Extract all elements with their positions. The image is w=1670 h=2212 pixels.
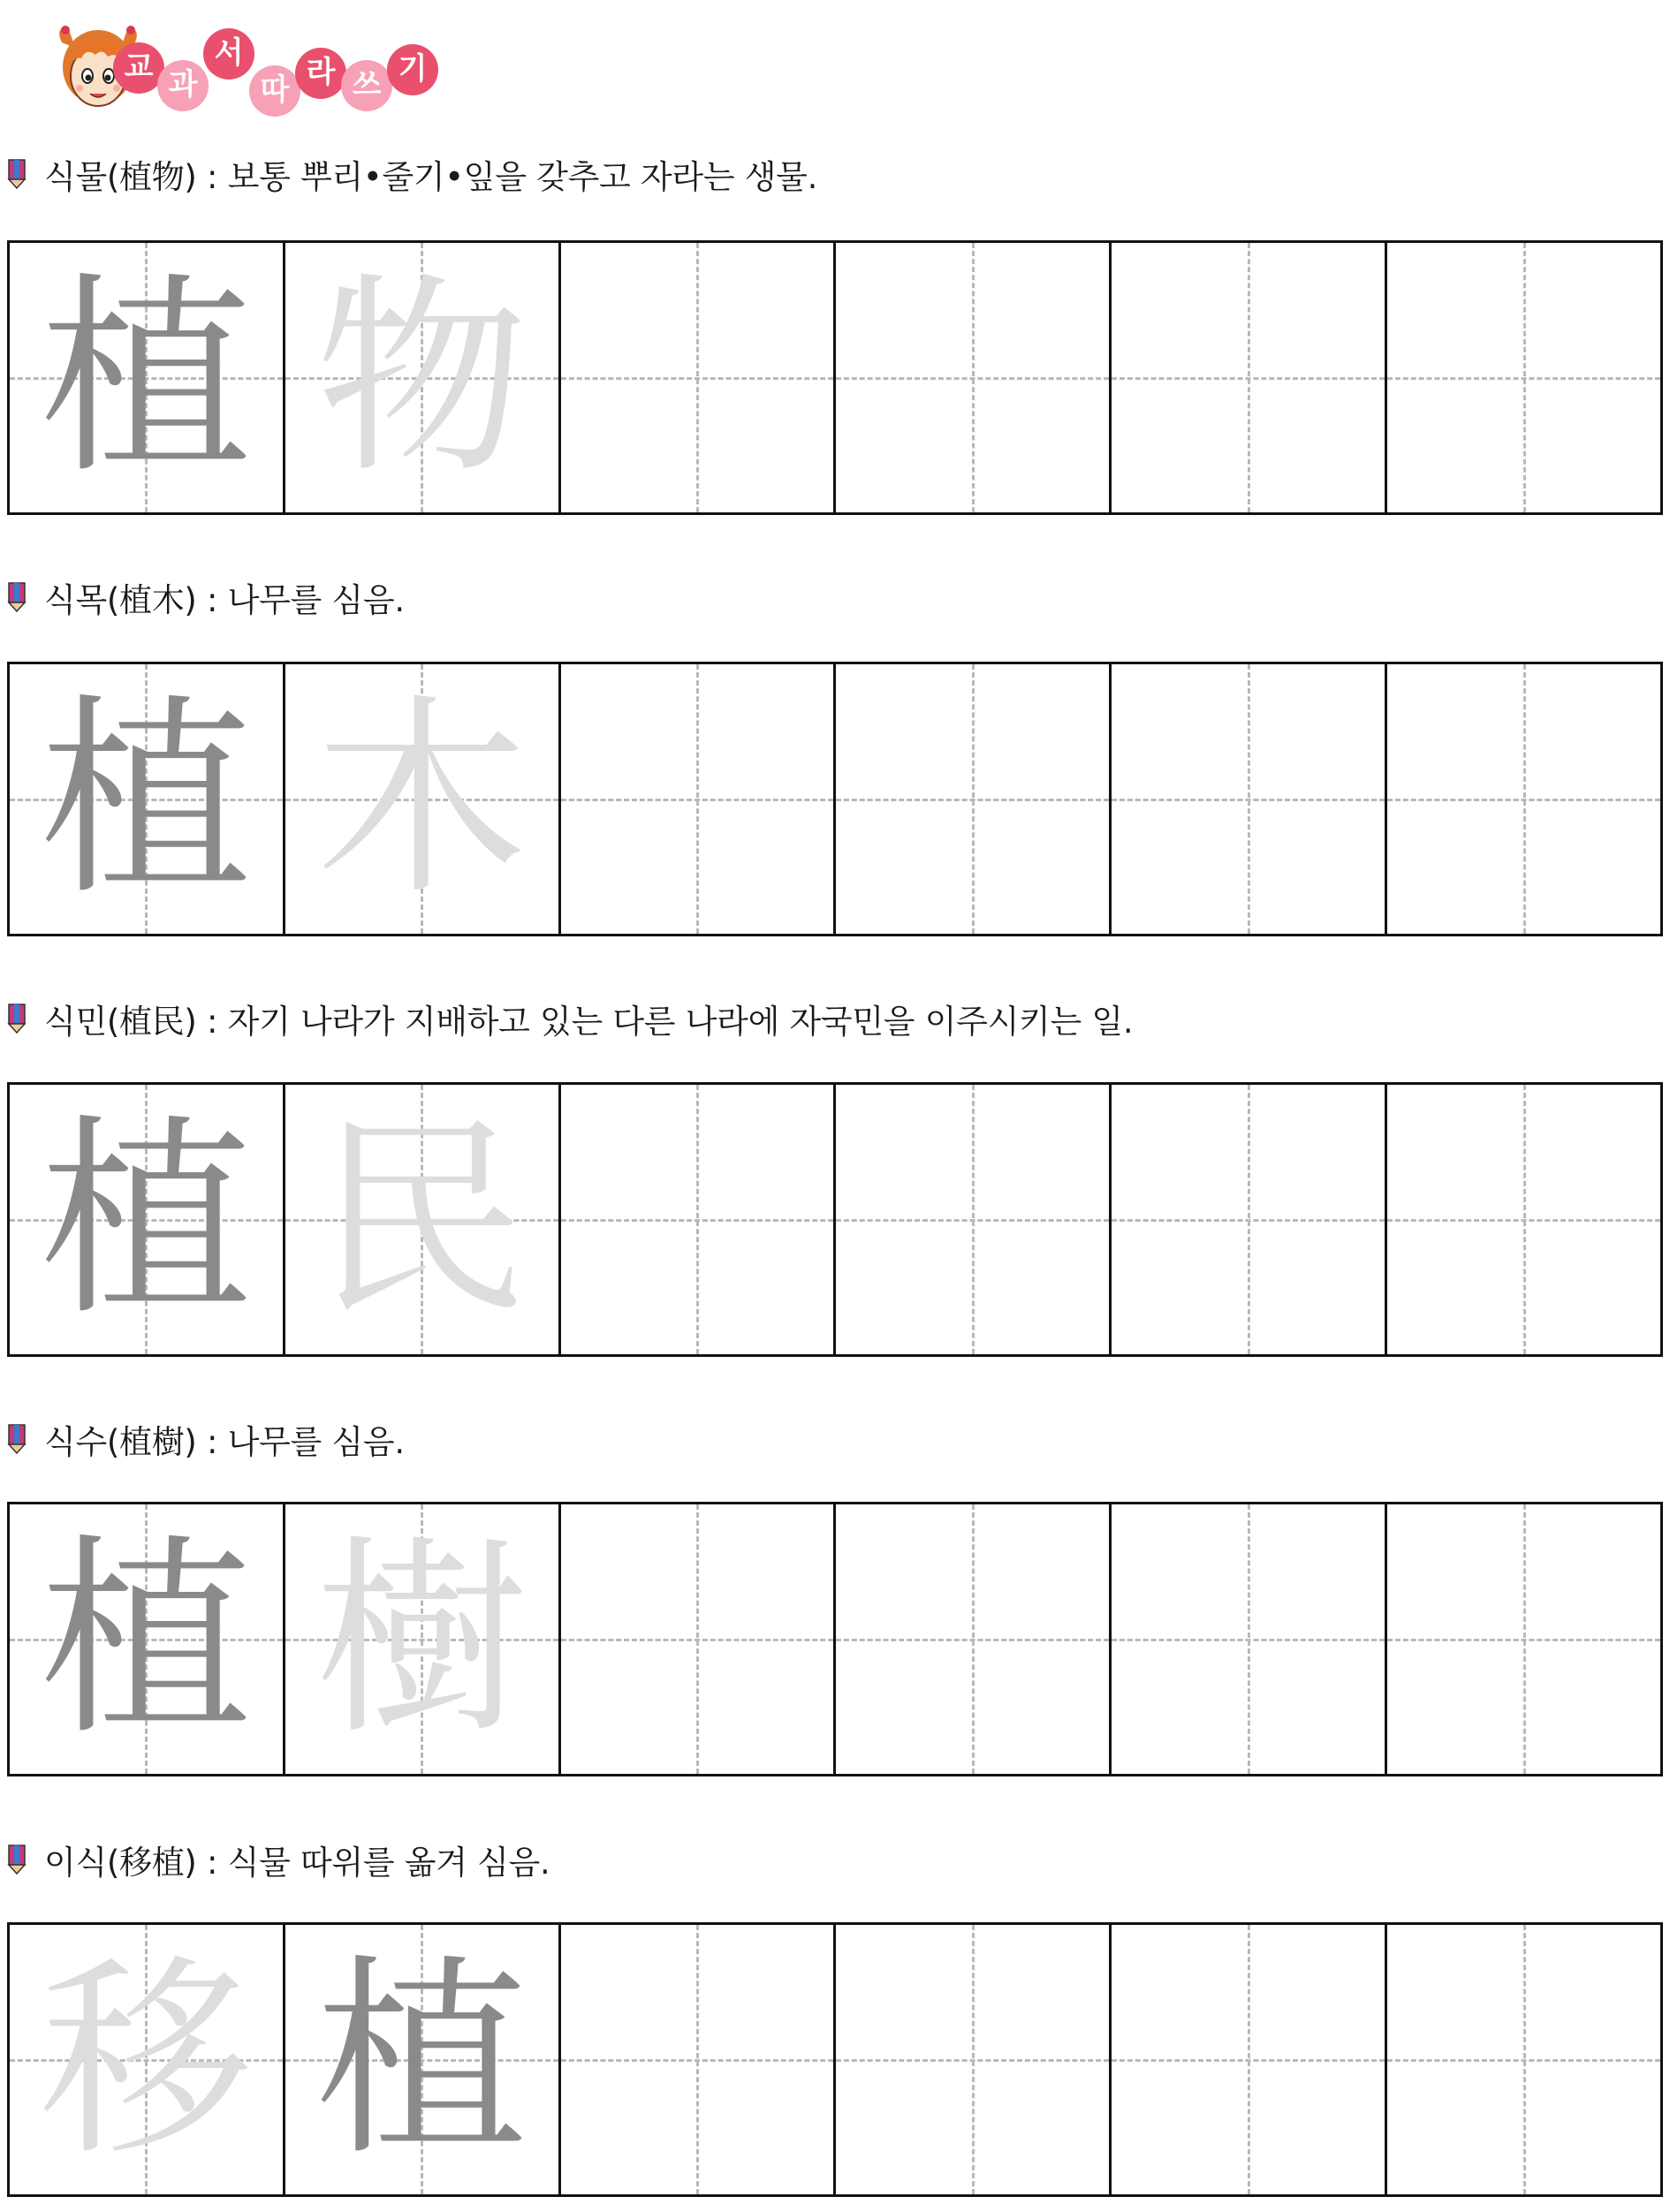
word-caption: [7, 1417, 405, 1461]
model-cell: [285, 243, 561, 512]
practice-cell[interactable]: [1112, 1925, 1387, 2194]
trace-character: 植: [40, 254, 253, 502]
pencil-icon: [7, 1424, 27, 1454]
word-caption: [7, 152, 817, 196]
caption-text: 식민(植民) : 자기 나라가 지배하고 있는 다른 나라에 자국민을 이주시키는 일.: [44, 1003, 1134, 1041]
practice-cell[interactable]: [1387, 1925, 1660, 2194]
trace-character: 樹: [315, 1515, 528, 1763]
trace-character: 物: [315, 254, 528, 502]
model-cell: [10, 664, 285, 934]
logo-char-3: 서: [203, 28, 254, 80]
caption-text: 식목(植木) : 나무를 심음.: [44, 581, 405, 619]
logo-char-5: 라: [295, 48, 346, 99]
model-cell: [10, 1925, 285, 2194]
practice-cell[interactable]: [1112, 664, 1387, 934]
practice-cell[interactable]: [1112, 243, 1387, 512]
pencil-icon: [7, 159, 27, 189]
model-cell: [285, 1925, 561, 2194]
pencil-icon: [7, 1845, 27, 1875]
word-caption: [7, 1837, 550, 1882]
practice-cell[interactable]: [836, 664, 1112, 934]
practice-cell[interactable]: [561, 664, 837, 934]
writing-grid: [7, 1922, 1663, 2197]
practice-cell[interactable]: [836, 1925, 1112, 2194]
logo-char-2: 과: [157, 60, 209, 111]
practice-cell[interactable]: [561, 1085, 837, 1354]
trace-character: 植: [40, 675, 253, 923]
caption-text: 식수(植樹) : 나무를 심음.: [44, 1423, 405, 1461]
trace-character: 木: [315, 675, 528, 923]
trace-character: 植: [315, 1936, 528, 2184]
trace-character: 移: [40, 1936, 253, 2184]
model-cell: [10, 1504, 285, 1774]
writing-grid: [7, 1082, 1663, 1357]
practice-cell[interactable]: [1112, 1504, 1387, 1774]
practice-cell[interactable]: [836, 243, 1112, 512]
model-cell: [285, 1085, 561, 1354]
logo-char-6: 쓰: [341, 60, 392, 111]
title-logo: [35, 9, 495, 119]
logo-char-1: 교: [113, 42, 164, 94]
model-cell: [10, 1085, 285, 1354]
writing-grid: [7, 1502, 1663, 1776]
word-caption: [7, 996, 1133, 1041]
pencil-icon: [7, 582, 27, 612]
practice-cell[interactable]: [1387, 1504, 1660, 1774]
practice-cell[interactable]: [1387, 664, 1660, 934]
model-cell: [285, 664, 561, 934]
caption-text: 이식(移植) : 식물 따위를 옮겨 심음.: [44, 1844, 550, 1882]
model-cell: [285, 1504, 561, 1774]
trace-character: 植: [40, 1515, 253, 1763]
pencil-icon: [7, 1004, 27, 1034]
logo-char-4: 따: [249, 65, 300, 117]
model-cell: [10, 243, 285, 512]
practice-cell[interactable]: [836, 1085, 1112, 1354]
trace-character: 植: [40, 1095, 253, 1344]
practice-cell[interactable]: [1387, 243, 1660, 512]
writing-grid: [7, 662, 1663, 936]
word-caption: [7, 575, 405, 619]
trace-character: 民: [315, 1095, 528, 1344]
practice-cell[interactable]: [561, 1504, 837, 1774]
writing-grid: [7, 240, 1663, 515]
logo-char-7: 기: [387, 44, 438, 95]
practice-cell[interactable]: [561, 1925, 837, 2194]
caption-text: 식물(植物) : 보통 뿌리•줄기•잎을 갖추고 자라는 생물.: [44, 158, 818, 196]
practice-cell[interactable]: [836, 1504, 1112, 1774]
practice-cell[interactable]: [1112, 1085, 1387, 1354]
practice-cell[interactable]: [561, 243, 837, 512]
practice-cell[interactable]: [1387, 1085, 1660, 1354]
